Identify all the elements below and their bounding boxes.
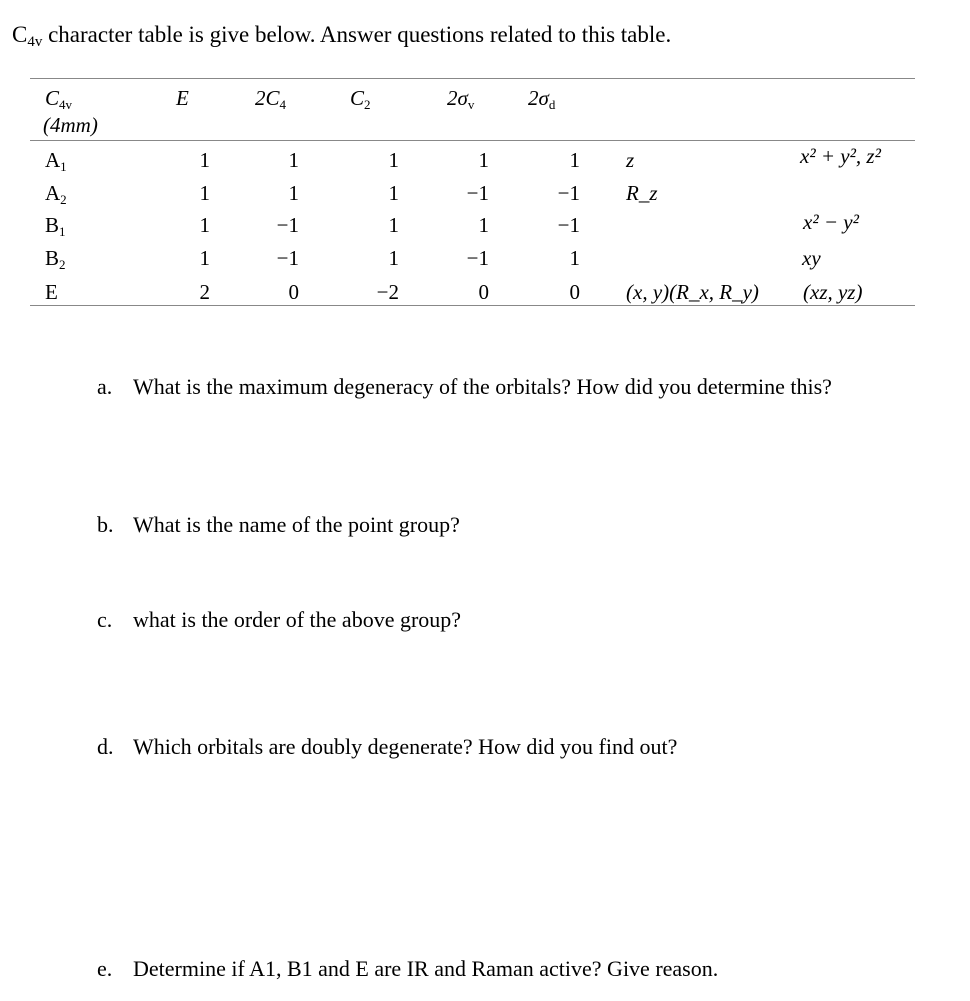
table-cell: 1 <box>388 213 399 237</box>
table-cell: 1 <box>288 181 299 205</box>
table-cell: 1 <box>478 213 489 237</box>
table-cell: 1 <box>199 246 210 270</box>
table-cell: −1 <box>466 181 489 205</box>
linear-a1: z <box>626 148 635 172</box>
question-d: d. Which orbitals are doubly degenerate? How did you find out? <box>97 734 678 759</box>
table-cell: 1 <box>388 148 399 172</box>
table-cell: −1 <box>557 181 580 205</box>
table-cell: −1 <box>466 246 489 270</box>
table-cell: −2 <box>376 280 399 304</box>
intro-text: C4v character table is give below. Answer questions related to this table. <box>12 22 672 50</box>
table-cell: 0 <box>569 280 580 304</box>
table-bottom-rule <box>30 305 915 306</box>
row-label-b1: B1 <box>45 213 66 239</box>
row-label-b2: B2 <box>45 246 66 272</box>
table-cell: −1 <box>276 213 299 237</box>
table-cell: 2 <box>199 280 210 304</box>
question-e: e. Determine if A1, B1 and E are IR and Raman active? Give reason. <box>97 956 719 981</box>
table-cell: −1 <box>557 213 580 237</box>
table-cell: 1 <box>199 213 210 237</box>
table-cell: 1 <box>388 246 399 270</box>
table-cell: 1 <box>288 148 299 172</box>
table-cell: 1 <box>388 181 399 205</box>
table-cell: −1 <box>276 246 299 270</box>
question-a: a. What is the maximum degeneracy of the orbitals? How did you determine this? <box>97 374 832 399</box>
group-alt-label: (4mm) <box>43 113 98 137</box>
header-2sigma-v: 2σv <box>447 86 475 112</box>
header-2c4: 2C4 <box>255 86 287 112</box>
group-label: C4v <box>45 86 73 112</box>
question-b: b. What is the name of the point group? <box>97 512 460 537</box>
table-cell: 1 <box>569 246 580 270</box>
header-c2: C2 <box>350 86 371 112</box>
table-cell: 1 <box>569 148 580 172</box>
row-label-a2: A2 <box>45 181 67 207</box>
row-label-e: E <box>45 280 58 304</box>
table-cell: 1 <box>199 148 210 172</box>
table-cell: 1 <box>199 181 210 205</box>
table-cell: 1 <box>478 148 489 172</box>
quadratic-e: (xz, yz) <box>803 280 863 304</box>
table-cell: 0 <box>478 280 489 304</box>
linear-e: (x, y)(R_x, R_y) <box>626 280 759 304</box>
quadratic-b1: x² − y² <box>803 210 859 234</box>
row-label-a1: A1 <box>45 148 67 174</box>
quadratic-b2: xy <box>802 246 821 270</box>
quadratic-a1: x² + y², z² <box>800 144 881 168</box>
header-2sigma-d: 2σd <box>528 86 556 112</box>
table-cell: 0 <box>288 280 299 304</box>
header-e: E <box>176 86 189 110</box>
question-c: c. what is the order of the above group? <box>97 607 462 632</box>
table-header-rule <box>30 140 915 141</box>
table-top-rule <box>30 78 915 79</box>
linear-a2: R_z <box>626 181 658 205</box>
